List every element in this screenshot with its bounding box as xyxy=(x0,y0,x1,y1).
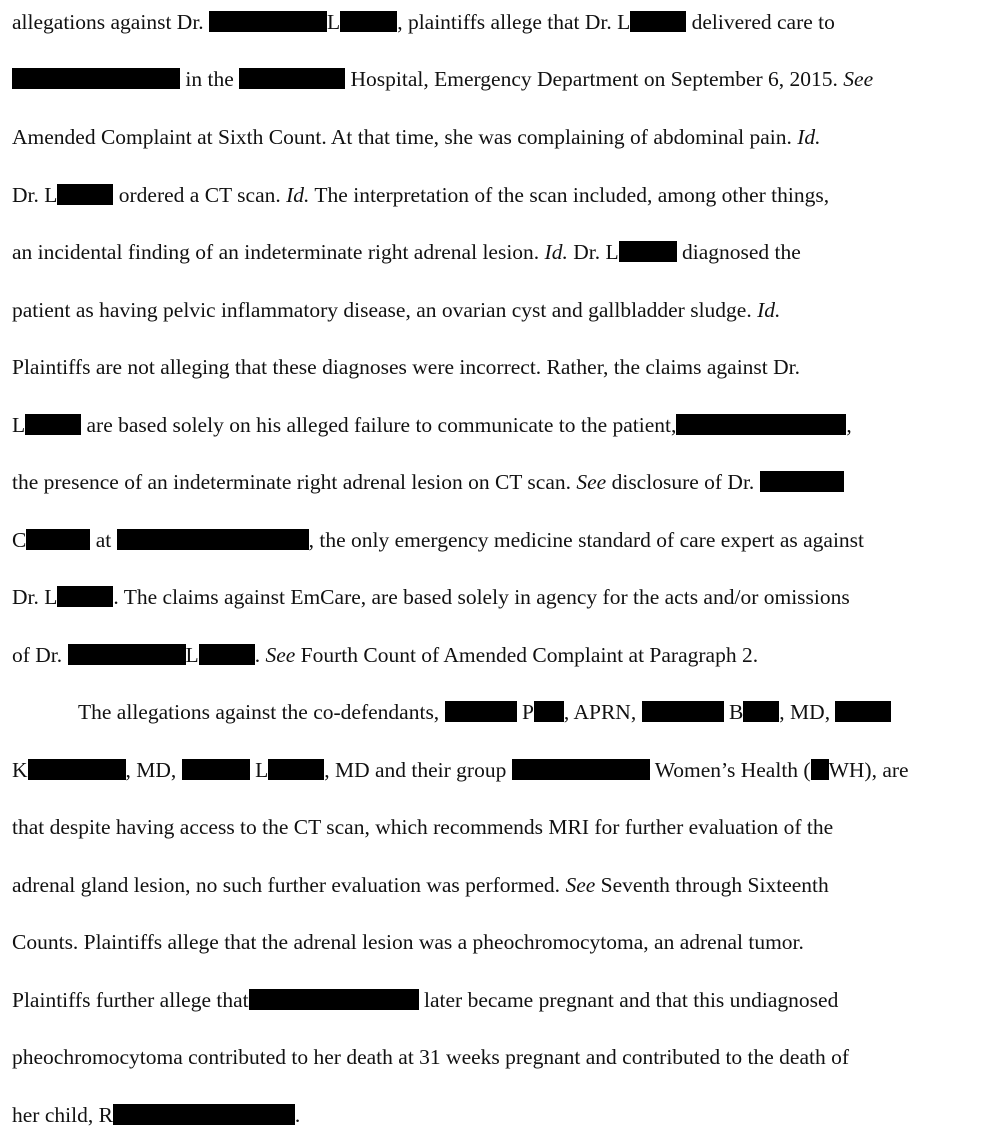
text-run: are based solely on his alleged failure to communicate to the patient, xyxy=(81,413,677,437)
redaction-box xyxy=(835,701,891,722)
text-run: . xyxy=(254,643,266,667)
text-run: Plaintiffs further allege that xyxy=(12,988,249,1012)
text-line xyxy=(12,2,835,42)
text-run: L xyxy=(327,10,341,34)
text-run: patient as having pelvic inflammatory disease, an ovarian cyst and gallbladder sludge. xyxy=(12,298,758,322)
redaction-box xyxy=(57,586,113,607)
text-line xyxy=(12,232,801,272)
redaction-box xyxy=(117,529,309,550)
redaction-box xyxy=(811,759,829,780)
italic-citation: See xyxy=(565,873,596,897)
redaction-box xyxy=(340,11,397,32)
italic-citation: Id. xyxy=(757,298,781,322)
italic-citation: Id. xyxy=(544,240,568,264)
redaction-box xyxy=(534,701,564,722)
text-run: Amended Complaint at Sixth Count. At that time, she was complaining of abdominal pain. xyxy=(12,125,798,149)
text-run: pheochromocytoma contributed to her death at 31 weeks pregnant and contributed to the death of xyxy=(12,1045,850,1069)
text-run: , plaintiffs allege that Dr. L xyxy=(397,10,631,34)
text-run: Hospital, Emergency Department on September 6, 2015. xyxy=(345,67,844,91)
text-run: Counts. Plaintiffs allege that the adrenal lesion was a pheochromocytoma, an adrenal tumor. xyxy=(12,930,804,954)
redaction-box xyxy=(182,759,250,780)
text-line xyxy=(12,1095,300,1135)
redaction-box xyxy=(12,68,180,89)
redaction-box xyxy=(445,701,517,722)
redaction-box xyxy=(619,241,677,262)
text-line xyxy=(12,577,850,617)
text-run: Women’s Health ( xyxy=(649,758,811,782)
redaction-box xyxy=(209,11,327,32)
text-run: , APRN, xyxy=(563,700,642,724)
italic-citation: Id. xyxy=(797,125,821,149)
redaction-box xyxy=(68,644,186,665)
redaction-box xyxy=(113,1104,295,1125)
redaction-box xyxy=(57,184,113,205)
text-run: Plaintiffs are not alleging that these diagnoses were incorrect. Rather, the claims against Dr. xyxy=(12,355,801,379)
text-run: B xyxy=(723,700,744,724)
text-run: an incidental finding of an indeterminate right adrenal lesion. xyxy=(12,240,545,264)
text-line xyxy=(12,405,852,445)
text-run: at xyxy=(90,528,117,552)
text-run: later became pregnant and that this undiagnosed xyxy=(418,988,839,1012)
text-run: P xyxy=(516,700,534,724)
redaction-box xyxy=(249,989,419,1010)
text-run: WH), are xyxy=(828,758,909,782)
redaction-box xyxy=(760,471,844,492)
text-run: K xyxy=(12,758,28,782)
text-line xyxy=(12,807,833,847)
text-run: disclosure of Dr. xyxy=(606,470,760,494)
text-run: diagnosed the xyxy=(676,240,801,264)
text-run: L xyxy=(185,643,199,667)
text-run: The allegations against the co-defendants, xyxy=(78,700,445,724)
text-run: The interpretation of the scan included, among other things, xyxy=(309,183,830,207)
text-line xyxy=(12,980,838,1020)
italic-citation: See xyxy=(843,67,874,91)
redaction-box xyxy=(676,414,846,435)
text-line xyxy=(12,922,804,962)
redaction-box xyxy=(743,701,779,722)
text-run: . xyxy=(294,1103,301,1127)
italic-citation: See xyxy=(265,643,296,667)
redaction-box xyxy=(26,529,90,550)
text-line xyxy=(12,347,800,387)
text-line xyxy=(12,175,829,215)
text-run: allegations against Dr. xyxy=(12,10,210,34)
text-run: in the xyxy=(180,67,240,91)
text-run: , MD, xyxy=(125,758,182,782)
redaction-box xyxy=(199,644,255,665)
italic-citation: See xyxy=(576,470,607,494)
text-run: , the only emergency medicine standard of care expert as against xyxy=(308,528,865,552)
text-line xyxy=(12,520,864,560)
text-run: , MD and their group xyxy=(324,758,512,782)
text-run: her child, R xyxy=(12,1103,113,1127)
text-line xyxy=(12,1037,849,1077)
text-line xyxy=(12,462,844,502)
text-line xyxy=(78,692,891,732)
text-run: C xyxy=(12,528,27,552)
redaction-box xyxy=(239,68,345,89)
redaction-box xyxy=(512,759,650,780)
italic-citation: Id. xyxy=(286,183,310,207)
text-run: , MD, xyxy=(779,700,836,724)
text-line xyxy=(12,290,780,330)
text-line xyxy=(12,750,909,790)
text-line xyxy=(12,635,758,675)
text-run: L xyxy=(249,758,269,782)
redaction-box xyxy=(25,414,81,435)
text-run: that despite having access to the CT scan, which recommends MRI for further evaluation of the xyxy=(12,815,834,839)
text-run: of Dr. xyxy=(12,643,68,667)
redaction-box xyxy=(642,701,724,722)
text-line xyxy=(12,117,821,157)
redaction-box xyxy=(630,11,686,32)
text-run: adrenal gland lesion, no such further evaluation was performed. xyxy=(12,873,566,897)
text-run: delivered care to xyxy=(686,10,835,34)
text-run: the presence of an indeterminate right adrenal lesion on CT scan. xyxy=(12,470,577,494)
text-run: ordered a CT scan. xyxy=(113,183,287,207)
text-run: L xyxy=(12,413,26,437)
text-line xyxy=(12,865,829,905)
text-run: Dr. L xyxy=(12,585,58,609)
text-run: Dr. L xyxy=(12,183,58,207)
text-run: Seventh through Sixteenth xyxy=(595,873,829,897)
text-run: Dr. L xyxy=(567,240,619,264)
redaction-box xyxy=(28,759,126,780)
text-run: Fourth Count of Amended Complaint at Paragraph 2. xyxy=(295,643,759,667)
text-run: , xyxy=(846,413,852,437)
text-line xyxy=(12,59,873,99)
redaction-box xyxy=(268,759,324,780)
text-run: . The claims against EmCare, are based solely in agency for the acts and/or omissions xyxy=(113,585,850,609)
